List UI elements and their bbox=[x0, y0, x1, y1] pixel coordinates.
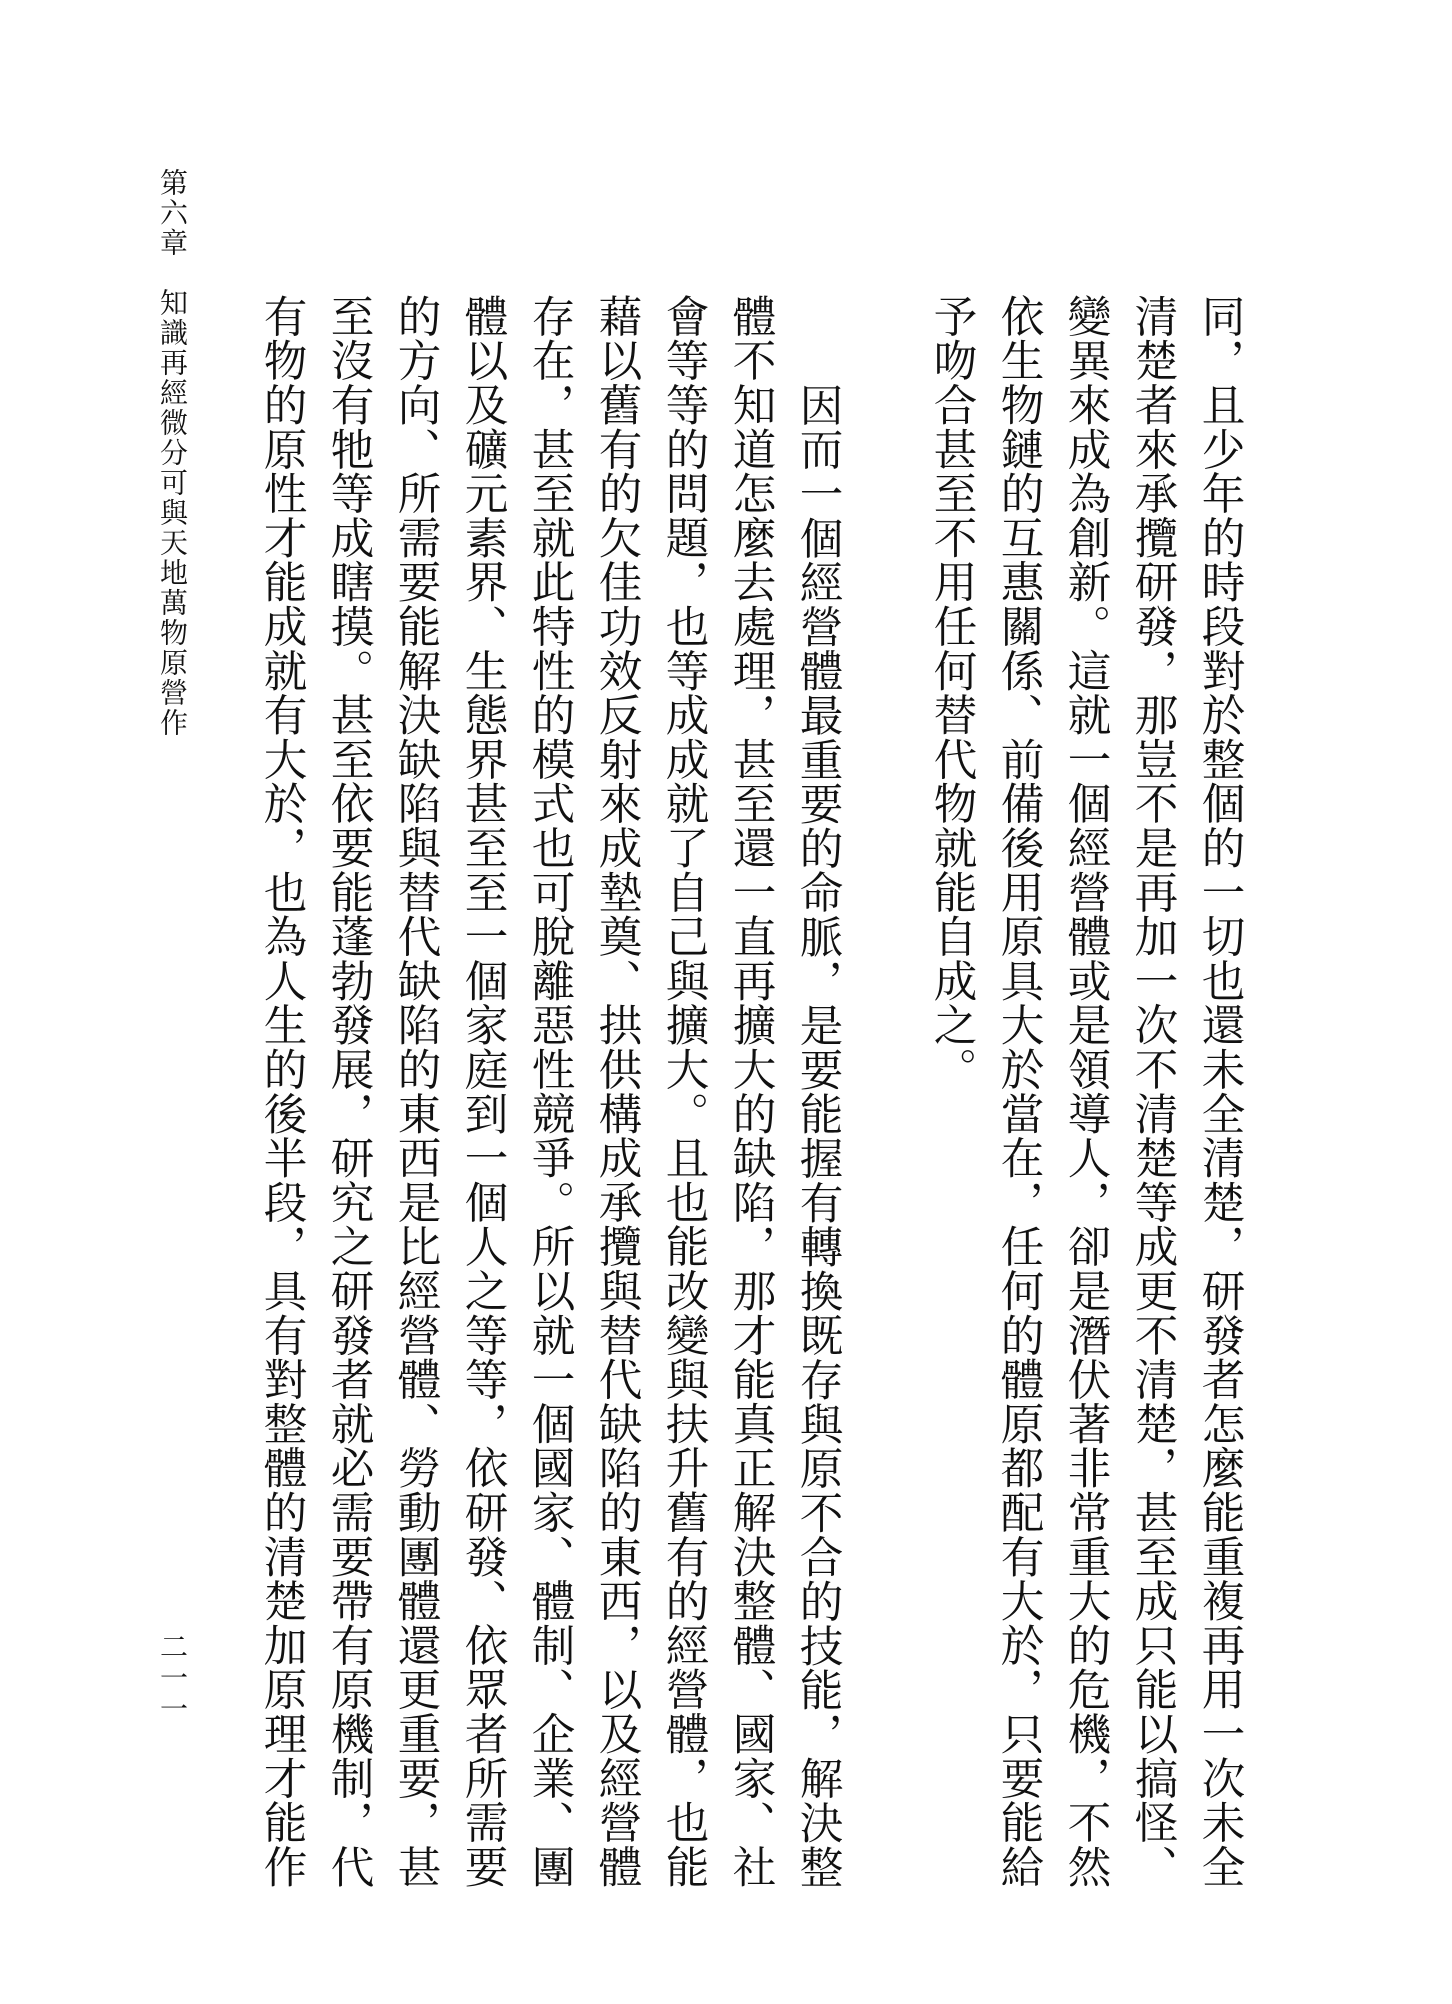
text-column-2: 清楚者來承攬研發，那豈不是再加一次不清楚等成更不清楚，甚至成只能以搞怪、 bbox=[1127, 294, 1178, 1889]
text-column-12: 的方向、所需要能解決缺陷與替代缺陷的東西是比經營體、勞動團體還更重要，甚 bbox=[390, 294, 441, 1889]
text-column-6: 因而一個經營體最重要的命脈，是要能握有轉換既存與原不合的技能，解決整 bbox=[792, 383, 843, 1890]
text-column-3: 變異來成為創新。這就一個經營體或是領導人，卻是潛伏著非常重大的危機，不然 bbox=[1060, 294, 1111, 1889]
text-column-14: 有物的原性才能成就有大於，也為人生的後半段，具有對整體的清楚加原理才能作 bbox=[256, 294, 307, 1889]
text-column-13: 至沒有牠等成瞎摸。甚至依要能蓬勃發展，研究之研發者就必需要帶有原機制，代 bbox=[323, 294, 374, 1889]
running-head: 第六章 知識再經微分可與天地萬物原營作 bbox=[156, 168, 189, 738]
page-number: 二一一 bbox=[156, 1632, 189, 1725]
text-column-8: 會等等的問題，也等成成就了自己與擴大。且也能改變與扶升舊有的經營體，也能 bbox=[658, 294, 709, 1889]
text-column-1: 同，且少年的時段對於整個的一切也還未全清楚，研發者怎麼能重複再用一次未全 bbox=[1194, 294, 1245, 1889]
text-column-11: 體以及礦元素界、生態界甚至至一個家庭到一個人之等等，依研發、依眾者所需要 bbox=[457, 294, 508, 1889]
text-column-9: 藉以舊有的欠佳功效反射來成墊奠、拱供構成承攬與替代缺陷的東西，以及經營體 bbox=[591, 294, 642, 1889]
text-column-4: 依生物鏈的互惠關係、前備後用原具大於當在，任何的體原都配有大於，只要能給 bbox=[993, 294, 1044, 1889]
text-column-7: 體不知道怎麼去處理，甚至還一直再擴大的缺陷，那才能真正解決整體、國家、社 bbox=[725, 294, 776, 1889]
text-column-10: 存在，甚至就此特性的模式也可脫離惡性競爭。所以就一個國家、體制、企業、團 bbox=[524, 294, 575, 1889]
text-column-5: 予吻合甚至不用任何替代物就能自成之。 bbox=[926, 294, 977, 1092]
